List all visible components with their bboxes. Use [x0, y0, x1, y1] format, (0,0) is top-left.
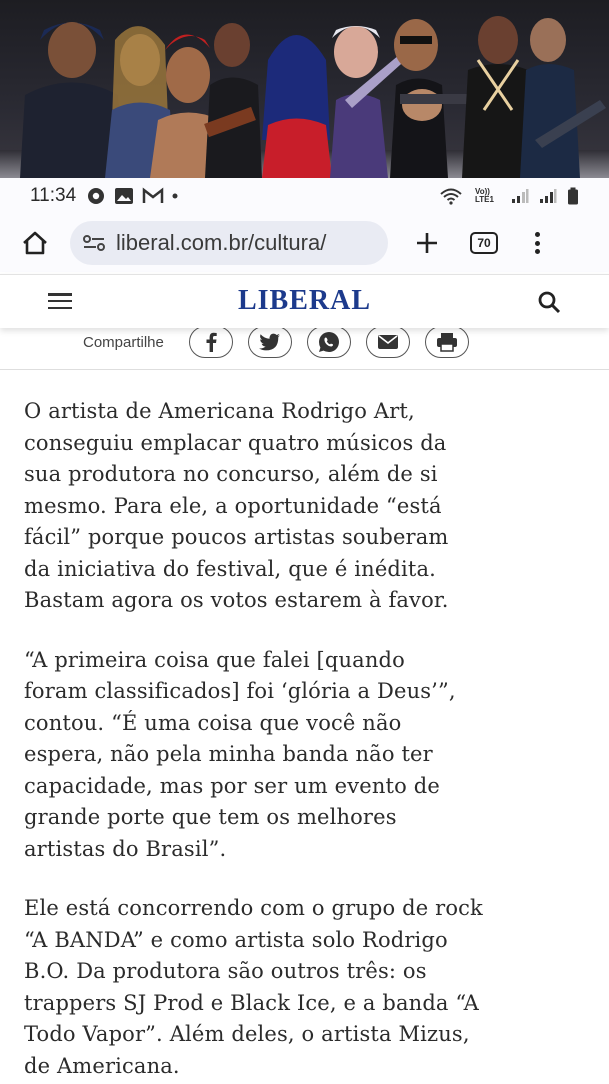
menu-dot-icon — [535, 241, 540, 246]
text-line: “A BANDA” e como artista solo Rodrigo — [24, 927, 448, 952]
text-line: Ele está concorrendo com o grupo de rock — [24, 896, 483, 920]
text-line: capacidade, mas por ser um evento de — [24, 773, 440, 798]
site-logo[interactable]: LIBERAL — [237, 285, 372, 316]
text-line: grande porte que tem os melhores — [24, 805, 397, 829]
text-line: de Americana. — [24, 1053, 180, 1078]
share-twitter-button[interactable] — [248, 326, 292, 358]
battery-icon — [567, 187, 579, 205]
banner-image — [0, 0, 609, 178]
notification-icons — [86, 186, 178, 206]
browser-toolbar — [0, 214, 609, 272]
share-facebook-button[interactable] — [189, 326, 233, 358]
signal-icon-1 — [511, 188, 529, 204]
chrome-icon — [86, 186, 106, 206]
menu-dot-icon — [535, 232, 540, 237]
search-icon[interactable] — [537, 290, 561, 314]
status-time: 11:34 — [30, 185, 77, 206]
browser-menu-button[interactable] — [530, 229, 544, 257]
gmail-icon — [142, 187, 164, 205]
share-bar — [0, 328, 609, 370]
new-tab-button[interactable] — [410, 226, 444, 260]
menu-dot-icon — [535, 249, 540, 254]
site-header — [0, 274, 609, 328]
tab-count: 70 — [477, 236, 491, 250]
url-text: liberal.com.br/cultura/ — [116, 230, 327, 255]
text-line: fácil” porque poucos artistas souberam — [24, 525, 449, 549]
text-line: sua produtora no concurso, além de si — [24, 462, 438, 486]
more-notifications-dot-icon — [172, 193, 178, 199]
article-body — [24, 396, 594, 1084]
system-icons — [439, 187, 579, 205]
text-line: Todo Vapor”. Além deles, o artista Mizus, — [24, 1022, 470, 1046]
text-line: Bastam agora os votos estarem à favor. — [24, 588, 449, 612]
text-line: O artista de Americana Rodrigo Art, — [24, 399, 415, 423]
band-photo — [0, 0, 609, 178]
text-line: espera, não pela minha banda não ter — [24, 742, 433, 766]
address-bar[interactable] — [70, 221, 388, 265]
status-bar — [0, 178, 609, 214]
share-print-button[interactable] — [425, 326, 469, 358]
home-button[interactable] — [18, 226, 52, 260]
article-paragraph — [24, 396, 594, 617]
text-line: foram classificados] foi ‘glória a Deus’”, — [24, 679, 456, 703]
email-icon — [377, 334, 399, 350]
share-email-button[interactable] — [366, 326, 410, 358]
text-line: “A primeira coisa que falei [quando — [24, 647, 405, 672]
text-line: mesmo. Para ele, a oportunidade “está — [24, 493, 442, 518]
network-label: Vo)) LTE1 — [475, 187, 494, 204]
tab-switcher-button[interactable] — [470, 232, 498, 254]
text-line: trappers SJ Prod e Black Ice, e a banda “A — [24, 990, 479, 1015]
twitter-icon — [259, 333, 281, 351]
whatsapp-icon — [318, 331, 340, 353]
home-icon — [21, 230, 49, 256]
share-label: Compartilhe — [83, 334, 164, 351]
text-line: contou. “É uma coisa que você não — [24, 710, 402, 735]
facebook-icon — [204, 332, 218, 352]
text-line: B.O. Da produtora são outros três: os — [24, 959, 427, 983]
site-settings-icon[interactable] — [82, 234, 106, 252]
print-icon — [436, 332, 458, 352]
article-paragraph — [24, 645, 594, 866]
share-whatsapp-button[interactable] — [307, 326, 351, 358]
text-line: da iniciativa do festival, que é inédita. — [24, 556, 436, 581]
text-line: conseguiu emplacar quatro músicos da — [24, 430, 447, 455]
gallery-icon — [114, 187, 134, 205]
article-paragraph — [24, 893, 594, 1082]
signal-icon-2 — [539, 188, 557, 204]
plus-icon — [415, 231, 439, 255]
text-line: artistas do Brasil”. — [24, 836, 227, 861]
wifi-icon — [439, 187, 465, 205]
